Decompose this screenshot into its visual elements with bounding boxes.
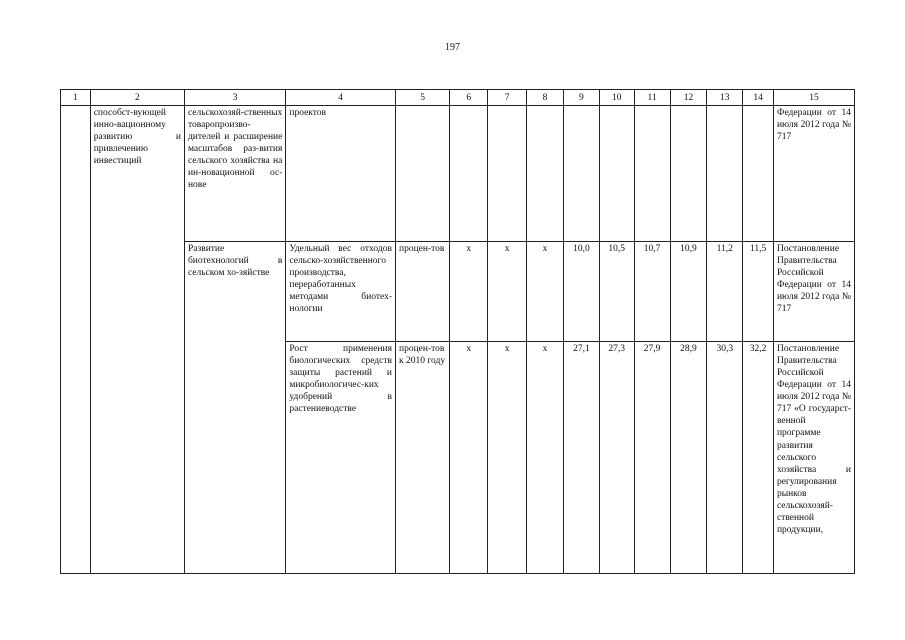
table-cell [599,106,634,242]
table-cell: процен-тов к 2010 году [395,342,449,574]
header-cell: 11 [634,90,670,106]
table-cell: х [527,342,564,574]
table-row [61,106,855,242]
header-cell: 3 [184,90,285,106]
header-cell: 15 [773,90,854,106]
table-cell: 28,9 [670,342,707,574]
header-cell: 7 [488,90,527,106]
header-cell: 9 [563,90,599,106]
table-cell [527,106,564,242]
header-cell: 14 [743,90,774,106]
header-cell: 6 [450,90,488,106]
indicators-table [60,89,855,574]
table-cell: проектов [286,106,396,242]
table-cell: Удельный вес отходов сельско-хозяйственного производства, переработанных методами биотех-нологии [286,242,396,342]
table-cell: х [450,342,488,574]
header-cell: 4 [286,90,396,106]
table-cell: способст-вующей инно-вационному развитию и привлечению инвестиций [90,106,184,574]
header-cell: 1 [61,90,91,106]
table-cell: х [450,242,488,342]
table-cell: Федерации от 14 июля 2012 года № 717 [773,106,854,242]
table-cell: 11,2 [707,242,743,342]
table-cell [488,106,527,242]
header-cell: 13 [707,90,743,106]
table-cell: х [488,242,527,342]
table-header-row [61,90,855,106]
table-cell [61,106,91,574]
header-cell: 2 [90,90,184,106]
table-cell: Рост применения биологических средств защиты растений и микробиологичес-ких удобрений в растениеводстве [286,342,396,574]
table-cell: Постановление Правительства Российской Федерации от 14 июля 2012 года № 717 [773,242,854,342]
table-cell: 30,3 [707,342,743,574]
table-cell: процен-тов [395,242,449,342]
table-cell: 10,9 [670,242,707,342]
table-cell: 10,5 [599,242,634,342]
table-cell [450,106,488,242]
table-cell: 27,9 [634,342,670,574]
table-cell: сельскохозяй-ственных товаропроизво-дителей и расширение масштабов раз-вития сельского хозяйства на ин-новационной ос-нове [184,106,285,242]
header-cell: 8 [527,90,564,106]
table-cell [634,106,670,242]
table-cell [563,106,599,242]
table-cell [395,106,449,242]
header-cell: 10 [599,90,634,106]
table-cell: 10,7 [634,242,670,342]
table-cell [670,106,707,242]
header-cell: 5 [395,90,449,106]
table-cell: х [488,342,527,574]
table-cell: 11,5 [743,242,774,342]
table-cell: Развитие биотехнологий в сельском хо-зяйстве [184,242,285,574]
table-cell: 27,1 [563,342,599,574]
table-cell: х [527,242,564,342]
table-cell: 32,2 [743,342,774,574]
table-cell [743,106,774,242]
page-number: 197 [445,42,460,53]
table-cell: 10,0 [563,242,599,342]
table-cell [707,106,743,242]
header-cell: 12 [670,90,707,106]
table-cell: Постановление Правительства Российской Федерации от 14 июля 2012 года № 717 «О государст-венной программе развития сельского хозяйства и регулирования рынков сельскохозяй-ственной продукции, [773,342,854,574]
table-cell: 27,3 [599,342,634,574]
